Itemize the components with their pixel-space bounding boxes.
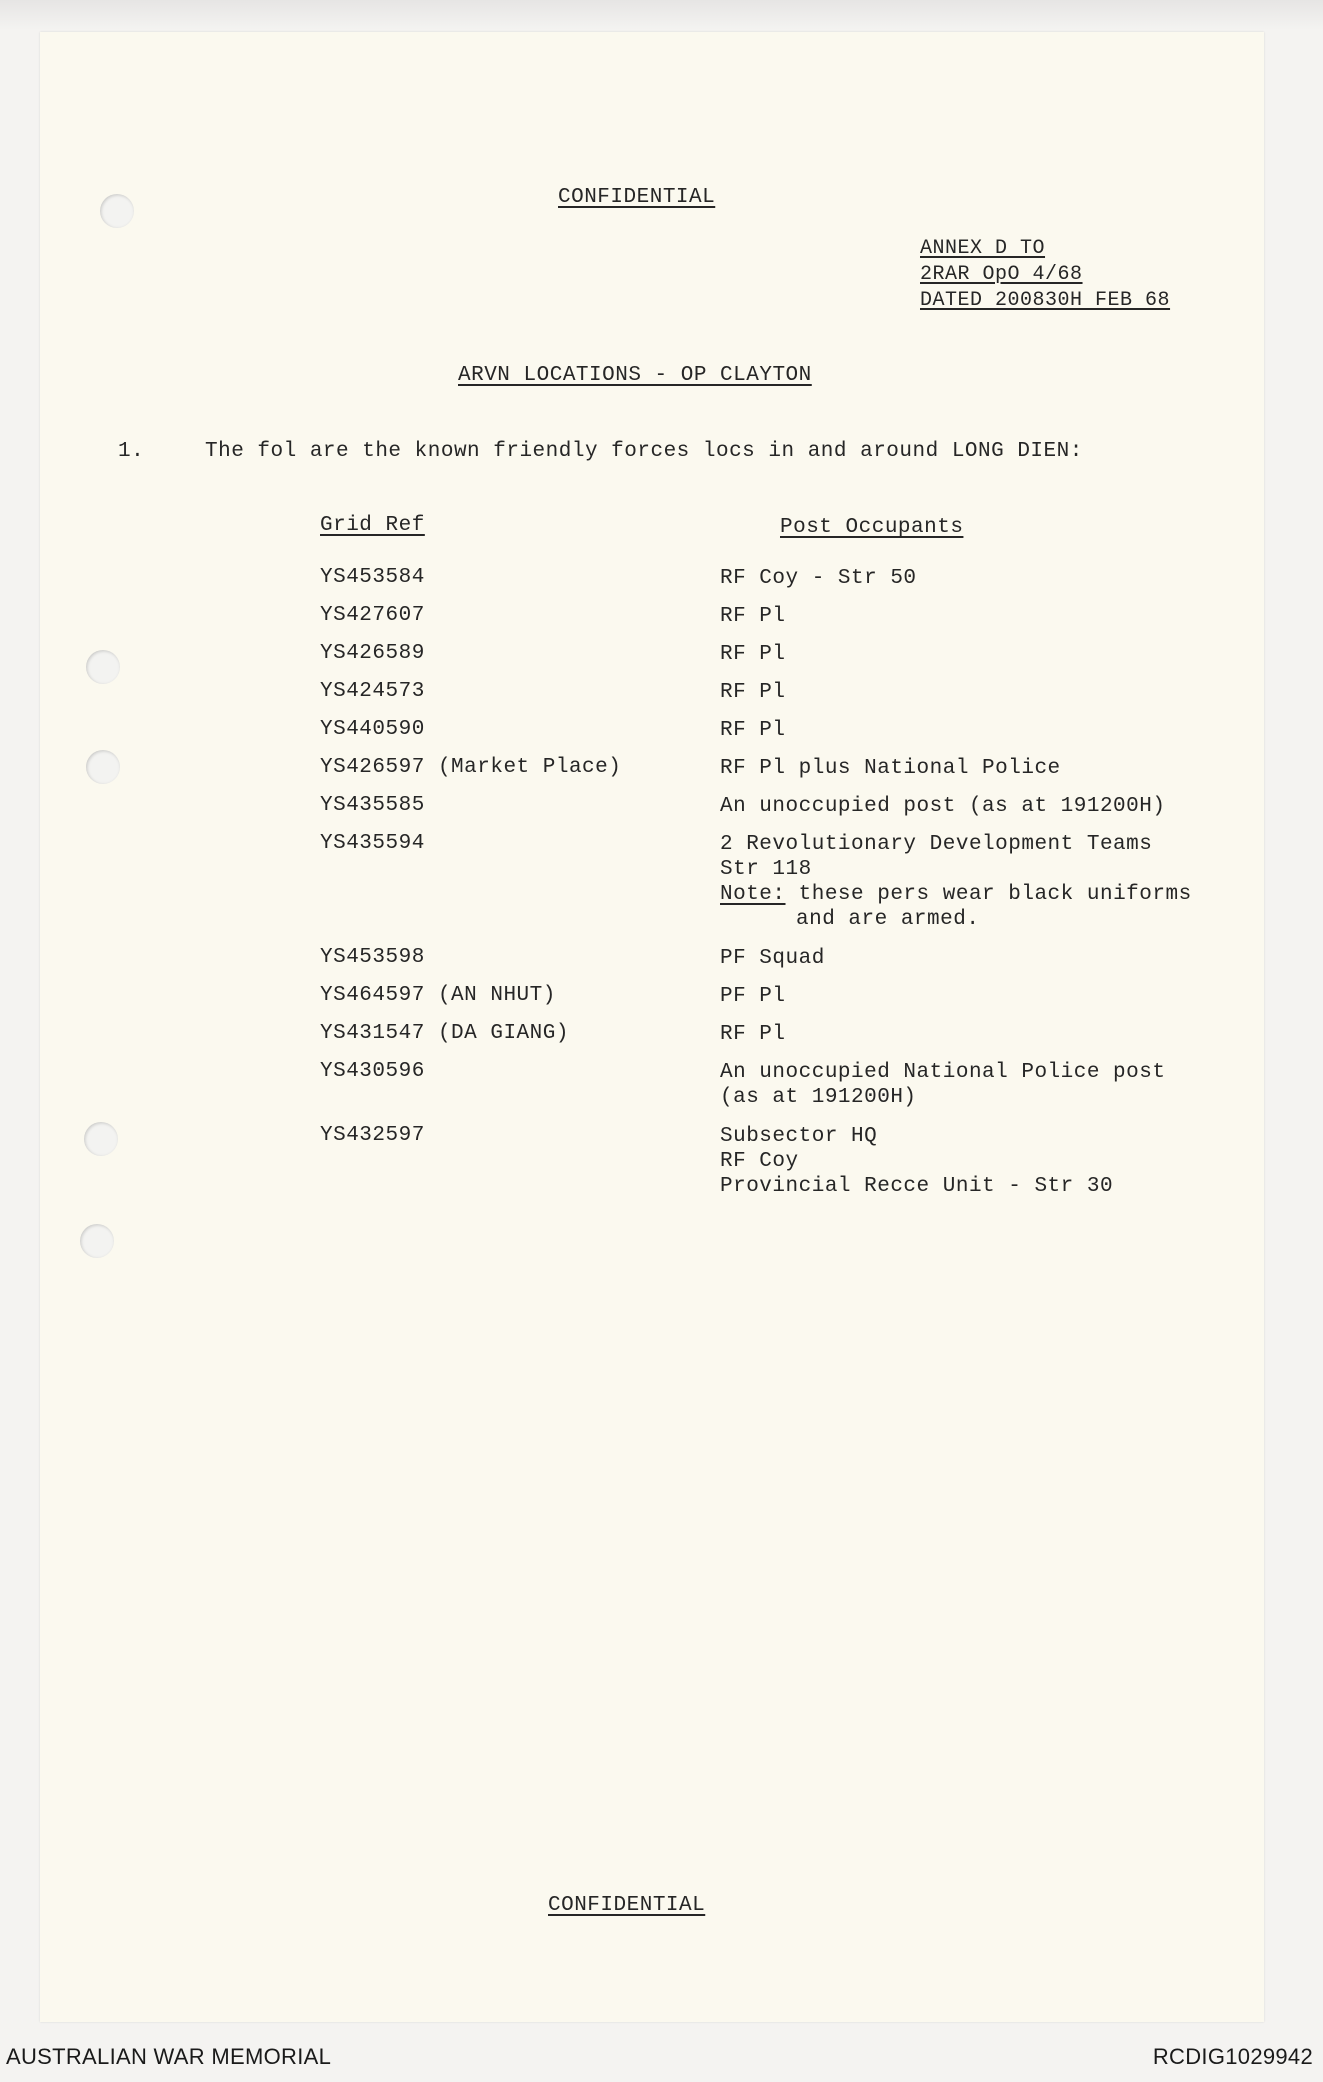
post-occupants: PF Squad [720, 947, 825, 970]
punch-hole [86, 750, 120, 784]
post-occupants: PF Pl [720, 985, 786, 1008]
post-occupants: RF Pl [720, 681, 786, 704]
punch-hole [80, 1224, 114, 1258]
grid-note: (Market Place) [437, 756, 622, 779]
grid-ref: YS435585 [320, 794, 425, 817]
footer-institution: AUSTRALIAN WAR MEMORIAL [6, 2044, 332, 2069]
grid-ref: YS430596 [320, 1060, 425, 1083]
grid-note: (AN NHUT) [437, 984, 556, 1007]
classification-top: CONFIDENTIAL [558, 186, 716, 209]
annex-line: ANNEX D TO [920, 237, 1046, 260]
grid-ref: YS440590 [320, 718, 425, 741]
grid-ref: YS426597 (Market Place) [320, 756, 622, 779]
paragraph-number: 1. [118, 440, 145, 463]
post-occupants: An unoccupied National Police post (as at 191200H) [720, 1061, 1166, 1109]
classification-bottom: CONFIDENTIAL [548, 1894, 706, 1917]
note-label: Note: [720, 883, 786, 906]
annex-reference [920, 236, 1170, 314]
intro-paragraph: The fol are the known friendly forces locs in and around LONG DIEN: [205, 440, 1083, 463]
note-text: these pers wear black uniforms [785, 883, 1192, 906]
post-occupants: RF Coy - Str 50 [720, 567, 917, 590]
punch-hole [84, 1122, 118, 1156]
post-occupants: 2 Revolutionary Development Teams Str 118 Note: these pers wear black uniforms and are armed. [720, 833, 1192, 931]
column-header-grid-ref: Grid Ref [320, 514, 425, 537]
post-occupants: Subsector HQ RF Coy Provincial Recce Unit - Str 30 [720, 1125, 1114, 1198]
annex-line: DATED 200830H FEB 68 [920, 289, 1171, 312]
annex-line: 2RAR OpO 4/68 [920, 263, 1083, 286]
post-occupants: RF Pl [720, 605, 786, 628]
grid-ref: YS424573 [320, 680, 425, 703]
grid-ref: YS453584 [320, 566, 425, 589]
punch-hole [86, 650, 120, 684]
column-header-occupants: Post Occupants [780, 516, 964, 539]
grid-ref: YS426589 [320, 642, 425, 665]
post-occupants: RF Pl [720, 1023, 786, 1046]
grid-ref: YS432597 [320, 1124, 425, 1147]
post-occupants: RF Pl [720, 643, 786, 666]
scan-edge [0, 0, 1323, 30]
grid-note: (DA GIANG) [437, 1022, 569, 1045]
post-occupants: An unoccupied post (as at 191200H) [720, 795, 1166, 818]
grid-ref: YS453598 [320, 946, 425, 969]
punch-hole [100, 194, 134, 228]
grid-ref: YS464597 (AN NHUT) [320, 984, 556, 1007]
note-continuation: and are armed. [796, 908, 980, 931]
grid-ref: YS427607 [320, 604, 425, 627]
footer-catalogue-id: RCDIG1029942 [1152, 2044, 1313, 2069]
grid-ref: YS435594 [320, 832, 425, 855]
post-occupants: RF Pl [720, 719, 786, 742]
grid-ref: YS431547 (DA GIANG) [320, 1022, 569, 1045]
document-title: ARVN LOCATIONS - OP CLAYTON [458, 364, 812, 387]
post-occupants: RF Pl plus National Police [720, 757, 1061, 780]
document-page [40, 32, 1264, 2022]
